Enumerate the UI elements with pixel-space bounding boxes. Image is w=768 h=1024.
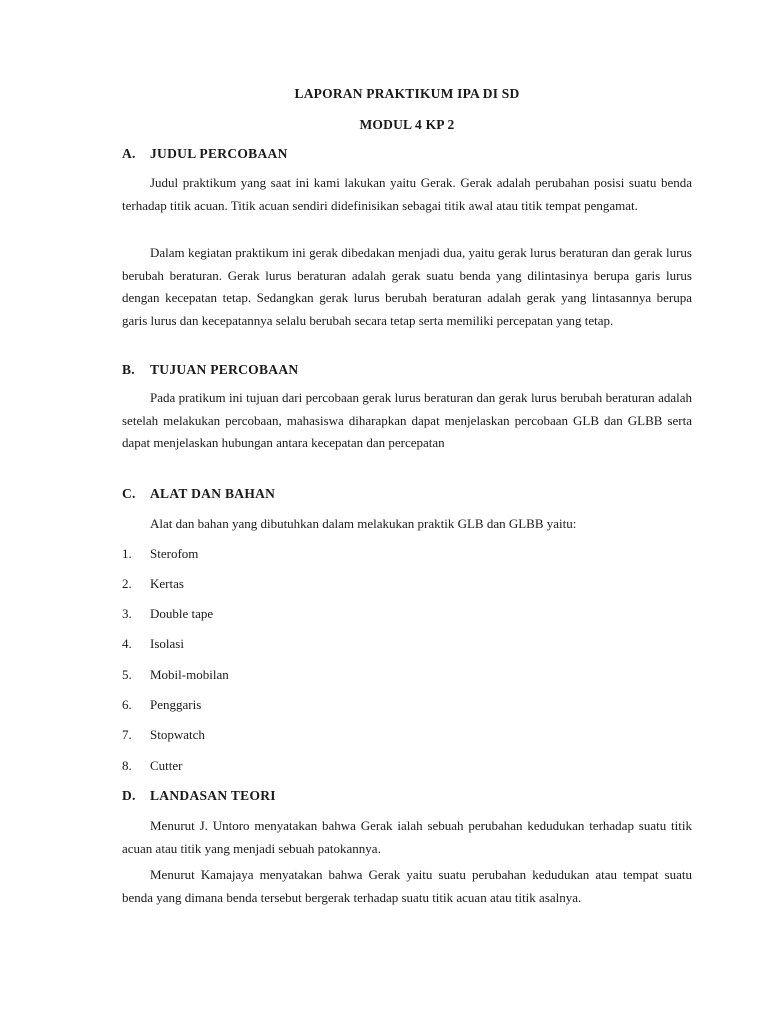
- document-title: LAPORAN PRAKTIKUM IPA DI SD: [294, 86, 520, 101]
- list-item: 6. Penggaris: [122, 697, 202, 712]
- section-c-letter: C.: [122, 486, 136, 501]
- list-item: 3. Double tape: [122, 606, 214, 621]
- list-item: 5. Mobil-mobilan: [122, 667, 229, 682]
- section-c-title: ALAT DAN BAHAN: [150, 486, 276, 501]
- list-item: 1. Sterofom: [122, 546, 199, 561]
- section-a-heading: [122, 146, 288, 162]
- section-b-paragraph-1: Pada pratikum ini tujuan dari percobaan gerak lurus beraturan dan gerak lurus berubah beraturan adalah setelah melakukan percobaan, mahasiswa diharapkan dapat menjelaskan percobaan GLB dan GLBB serta dapat menjelaskan hubungan antara kecepatan dan percepatan: [122, 390, 692, 450]
- document-subtitle: MODUL 4 KP 2: [359, 117, 455, 132]
- section-d-letter: D.: [122, 788, 136, 803]
- list-item: 4. Isolasi: [122, 636, 184, 651]
- section-c-intro: Alat dan bahan yang dibutuhkan dalam melakukan praktik GLB dan GLBB yaitu:: [150, 516, 577, 531]
- list-item: 2. Kertas: [122, 576, 184, 591]
- section-d-heading: [122, 788, 276, 804]
- section-d-title: LANDASAN TEORI: [150, 788, 276, 803]
- section-a-paragraph-2: Dalam kegiatan praktikum ini gerak dibedakan menjadi dua, yaitu gerak lurus beraturan dan gerak lurus berubah beraturan. Gerak lurus beraturan adalah gerak suatu benda yang dilintasinya berupa garis lurus dengan kecepatan tetap. Sedangkan gerak lurus berubah beraturan adalah gerak yang lintasannya berupa garis lurus dan kecepatannya selalu berubah secara tetap serta memiliki percepatan yang tetap.: [122, 245, 692, 328]
- section-a-letter: A.: [122, 146, 136, 161]
- section-d-paragraph-1: Menurut J. Untoro menyatakan bahwa Gerak ialah sebuah perubahan kedudukan terhadap suatu titik acuan atau titik yang menjadi sebuah patokannya.: [122, 818, 692, 856]
- list-item: 8. Cutter: [122, 758, 183, 773]
- section-c-heading: [122, 486, 275, 502]
- section-d-paragraph-2: Menurut Kamajaya menyatakan bahwa Gerak yaitu suatu perubahan kedudukan atau tempat suatu benda yang dimana benda tersebut bergerak terhadap suatu titik acuan atau titik asalnya.: [122, 867, 692, 905]
- section-a-title: JUDUL PERCOBAAN: [150, 146, 288, 161]
- section-a-paragraph-1: Judul praktikum yang saat ini kami lakukan yaitu Gerak. Gerak adalah perubahan posisi suatu benda terhadap titik acuan. Titik acuan sendiri didefinisikan sebagai titik awal atau titik tempat pengamat.: [122, 175, 692, 213]
- list-item: 7. Stopwatch: [122, 727, 205, 742]
- section-b-letter: B.: [122, 362, 135, 377]
- section-b-heading: [122, 362, 298, 378]
- section-b-title: TUJUAN PERCOBAAN: [150, 362, 299, 377]
- document-page: [122, 0, 692, 1024]
